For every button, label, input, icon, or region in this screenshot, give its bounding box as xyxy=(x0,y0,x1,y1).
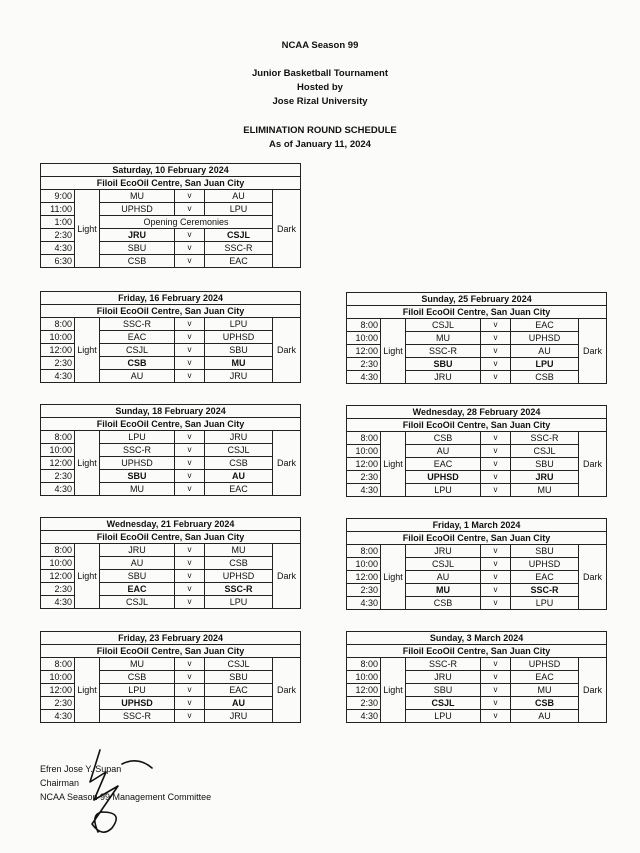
light-team: CSJL xyxy=(406,319,481,332)
light-team: SSC-R xyxy=(100,710,175,723)
dark-team: MU xyxy=(205,357,273,370)
light-label: Light xyxy=(75,190,100,268)
versus-label: v xyxy=(481,597,511,610)
dark-team: CSJL xyxy=(205,229,273,242)
table-row xyxy=(347,319,607,332)
dark-team: EAC xyxy=(205,684,273,697)
light-team: EAC xyxy=(100,583,175,596)
game-time: 12:00 xyxy=(41,344,75,357)
dark-team: JRU xyxy=(205,431,273,444)
versus-label: v xyxy=(481,432,511,445)
light-team: CSJL xyxy=(100,344,175,357)
versus-label: v xyxy=(481,445,511,458)
game-time: 2:30 xyxy=(347,358,381,371)
schedule-table xyxy=(346,292,607,384)
dark-team: CSB xyxy=(511,371,579,384)
game-time: 8:00 xyxy=(41,658,75,671)
dark-team: SBU xyxy=(205,344,273,357)
versus-label: v xyxy=(175,203,205,216)
light-team: UPHSD xyxy=(406,471,481,484)
versus-label: v xyxy=(175,370,205,383)
light-team: SBU xyxy=(100,570,175,583)
game-time: 2:30 xyxy=(347,471,381,484)
light-team: SSC-R xyxy=(100,318,175,331)
light-team: JRU xyxy=(406,371,481,384)
dark-team: AU xyxy=(511,345,579,358)
schedule-table xyxy=(40,404,301,496)
dark-team: SBU xyxy=(511,458,579,471)
game-time: 12:00 xyxy=(347,345,381,358)
hosted-by: Hosted by xyxy=(297,82,343,93)
game-time: 10:00 xyxy=(347,558,381,571)
versus-label: v xyxy=(175,671,205,684)
schedule-date: Sunday, 25 February 2024 xyxy=(347,293,607,306)
dark-label: Dark xyxy=(273,544,301,609)
light-team: SSC-R xyxy=(100,444,175,457)
dark-team: EAC xyxy=(511,571,579,584)
venue-row xyxy=(41,305,301,318)
game-time: 1:00 xyxy=(41,216,75,229)
dark-team: JRU xyxy=(205,710,273,723)
dark-team: UPHSD xyxy=(205,331,273,344)
light-team: LPU xyxy=(100,684,175,697)
light-team: SBU xyxy=(100,242,175,255)
light-team: AU xyxy=(100,557,175,570)
versus-label: v xyxy=(175,344,205,357)
versus-label: v xyxy=(175,190,205,203)
game-time: 10:00 xyxy=(41,557,75,570)
versus-label: v xyxy=(481,558,511,571)
dark-team: CSB xyxy=(511,697,579,710)
game-time: 4:30 xyxy=(347,710,381,723)
versus-label: v xyxy=(175,229,205,242)
light-team: MU xyxy=(406,332,481,345)
dark-team: UPHSD xyxy=(205,570,273,583)
game-time: 2:30 xyxy=(41,583,75,596)
date-row xyxy=(41,632,301,645)
table-row xyxy=(41,190,301,203)
game-time: 2:30 xyxy=(41,357,75,370)
versus-label: v xyxy=(481,671,511,684)
light-team: LPU xyxy=(100,431,175,444)
dark-team: SSC-R xyxy=(205,242,273,255)
light-label: Light xyxy=(381,432,406,497)
dark-team: SBU xyxy=(511,545,579,558)
versus-label: v xyxy=(175,710,205,723)
dark-team: CSJL xyxy=(205,444,273,457)
dark-team: LPU xyxy=(205,318,273,331)
dark-team: UPHSD xyxy=(511,658,579,671)
venue-row xyxy=(41,645,301,658)
versus-label: v xyxy=(481,458,511,471)
game-time: 12:00 xyxy=(41,570,75,583)
table-row xyxy=(41,658,301,671)
dark-team: AU xyxy=(511,710,579,723)
dark-team: CSB xyxy=(205,457,273,470)
dark-team: MU xyxy=(511,684,579,697)
schedule-table xyxy=(40,163,301,268)
table-row xyxy=(41,544,301,557)
game-time: 8:00 xyxy=(41,431,75,444)
schedule-venue: Filoil EcoOil Centre, San Juan City xyxy=(347,419,607,432)
game-time: 12:00 xyxy=(41,457,75,470)
dark-team: SSC-R xyxy=(511,584,579,597)
game-time: 10:00 xyxy=(347,332,381,345)
light-team: AU xyxy=(406,571,481,584)
dark-label: Dark xyxy=(273,318,301,383)
signatory-name: Efren Jose Y. Supan xyxy=(40,764,122,774)
schedule-date: Wednesday, 21 February 2024 xyxy=(41,518,301,531)
dark-team: AU xyxy=(205,697,273,710)
dark-label: Dark xyxy=(273,658,301,723)
schedule-table xyxy=(40,517,301,609)
season-title: NCAA Season 99 xyxy=(281,40,359,51)
light-team: AU xyxy=(406,445,481,458)
schedule-date: Friday, 23 February 2024 xyxy=(41,632,301,645)
light-team: SBU xyxy=(406,684,481,697)
light-team: MU xyxy=(406,584,481,597)
schedule-venue: Filoil EcoOil Centre, San Juan City xyxy=(41,305,301,318)
light-team: MU xyxy=(100,483,175,496)
versus-label: v xyxy=(175,444,205,457)
versus-label: v xyxy=(175,470,205,483)
venue-row xyxy=(347,645,607,658)
dark-team: SSC-R xyxy=(511,432,579,445)
versus-label: v xyxy=(481,584,511,597)
light-team: UPHSD xyxy=(100,203,175,216)
game-time: 2:30 xyxy=(41,697,75,710)
handwritten-signature xyxy=(72,742,162,842)
dark-team: CSJL xyxy=(511,445,579,458)
schedule-table xyxy=(346,631,607,723)
light-label: Light xyxy=(75,658,100,723)
game-time: 9:00 xyxy=(41,190,75,203)
versus-label: v xyxy=(175,583,205,596)
dark-team: LPU xyxy=(511,358,579,371)
dark-team: LPU xyxy=(511,597,579,610)
game-time: 4:30 xyxy=(347,597,381,610)
date-row xyxy=(41,164,301,177)
light-team: CSB xyxy=(100,255,175,268)
game-time: 10:00 xyxy=(41,444,75,457)
schedule-table xyxy=(40,631,301,723)
dark-label: Dark xyxy=(273,190,301,268)
light-team: JRU xyxy=(100,229,175,242)
dark-team: EAC xyxy=(205,255,273,268)
versus-label: v xyxy=(175,242,205,255)
committee-name: NCAA Season 99 Management Committee xyxy=(40,792,212,802)
light-team: SBU xyxy=(100,470,175,483)
game-time: 10:00 xyxy=(41,671,75,684)
game-time: 2:30 xyxy=(41,470,75,483)
dark-label: Dark xyxy=(273,431,301,496)
versus-label: v xyxy=(175,684,205,697)
versus-label: v xyxy=(481,319,511,332)
table-row xyxy=(347,545,607,558)
light-team: CSJL xyxy=(406,697,481,710)
dark-team: EAC xyxy=(511,319,579,332)
dark-label: Dark xyxy=(579,432,607,497)
venue-row xyxy=(41,177,301,190)
light-team: SSC-R xyxy=(406,345,481,358)
dark-label: Dark xyxy=(579,319,607,384)
versus-label: v xyxy=(175,697,205,710)
light-team: EAC xyxy=(406,458,481,471)
light-team: LPU xyxy=(406,710,481,723)
versus-label: v xyxy=(481,710,511,723)
versus-label: v xyxy=(481,358,511,371)
light-team: CSJL xyxy=(406,558,481,571)
light-team: JRU xyxy=(406,671,481,684)
light-team: JRU xyxy=(406,545,481,558)
schedule-venue: Filoil EcoOil Centre, San Juan City xyxy=(41,645,301,658)
versus-label: v xyxy=(175,255,205,268)
versus-label: v xyxy=(481,545,511,558)
game-time: 10:00 xyxy=(347,445,381,458)
date-row xyxy=(41,518,301,531)
game-time: 10:00 xyxy=(41,331,75,344)
dark-team: UPHSD xyxy=(511,558,579,571)
game-time: 8:00 xyxy=(347,319,381,332)
game-time: 11:00 xyxy=(41,203,75,216)
versus-label: v xyxy=(481,471,511,484)
dark-team: EAC xyxy=(205,483,273,496)
game-time: 8:00 xyxy=(347,658,381,671)
schedule-venue: Filoil EcoOil Centre, San Juan City xyxy=(347,532,607,545)
versus-label: v xyxy=(175,457,205,470)
light-label: Light xyxy=(75,544,100,609)
versus-label: v xyxy=(481,658,511,671)
versus-label: v xyxy=(175,431,205,444)
light-team: AU xyxy=(100,370,175,383)
game-time: 2:30 xyxy=(41,229,75,242)
game-time: 8:00 xyxy=(347,432,381,445)
date-row xyxy=(41,292,301,305)
light-team: CSB xyxy=(100,671,175,684)
versus-label: v xyxy=(175,318,205,331)
game-time: 4:30 xyxy=(41,710,75,723)
versus-label: v xyxy=(481,571,511,584)
game-time: 4:30 xyxy=(41,370,75,383)
date-row xyxy=(41,405,301,418)
as-of-date: As of January 11, 2024 xyxy=(269,139,371,150)
dark-team: JRU xyxy=(205,370,273,383)
light-team: CSJL xyxy=(100,596,175,609)
versus-label: v xyxy=(175,557,205,570)
schedule-date: Friday, 16 February 2024 xyxy=(41,292,301,305)
game-time: 8:00 xyxy=(41,318,75,331)
schedule-date: Friday, 1 March 2024 xyxy=(347,519,607,532)
game-time: 10:00 xyxy=(347,671,381,684)
game-time: 6:30 xyxy=(41,255,75,268)
schedule-venue: Filoil EcoOil Centre, San Juan City xyxy=(347,645,607,658)
host-school: Jose Rizal University xyxy=(272,96,368,107)
game-time: 4:30 xyxy=(41,483,75,496)
dark-team: AU xyxy=(205,470,273,483)
light-team: SBU xyxy=(406,358,481,371)
dark-team: CSJL xyxy=(205,658,273,671)
dark-team: EAC xyxy=(511,671,579,684)
game-time: 4:30 xyxy=(41,596,75,609)
date-row xyxy=(347,632,607,645)
light-team: CSB xyxy=(406,432,481,445)
game-time: 4:30 xyxy=(41,242,75,255)
game-time: 2:30 xyxy=(347,584,381,597)
versus-label: v xyxy=(175,544,205,557)
light-team: SSC-R xyxy=(406,658,481,671)
date-row xyxy=(347,293,607,306)
game-time: 2:30 xyxy=(347,697,381,710)
schedule-date: Wednesday, 28 February 2024 xyxy=(347,406,607,419)
light-team: EAC xyxy=(100,331,175,344)
dark-label: Dark xyxy=(579,545,607,610)
table-row xyxy=(41,318,301,331)
light-team: CSB xyxy=(100,357,175,370)
dark-team: SSC-R xyxy=(205,583,273,596)
game-time: 4:30 xyxy=(347,484,381,497)
dark-team: LPU xyxy=(205,596,273,609)
light-team: LPU xyxy=(406,484,481,497)
dark-team: SBU xyxy=(205,671,273,684)
light-team: UPHSD xyxy=(100,697,175,710)
dark-team: AU xyxy=(205,190,273,203)
signatory-title: Chairman xyxy=(40,778,80,788)
game-time: 4:30 xyxy=(347,371,381,384)
dark-team: JRU xyxy=(511,471,579,484)
versus-label: v xyxy=(175,357,205,370)
versus-label: v xyxy=(175,570,205,583)
schedule-date: Sunday, 18 February 2024 xyxy=(41,405,301,418)
versus-label: v xyxy=(481,697,511,710)
event-label: Opening Ceremonies xyxy=(100,216,273,229)
date-row xyxy=(347,519,607,532)
schedule-date: Saturday, 10 February 2024 xyxy=(41,164,301,177)
light-team: JRU xyxy=(100,544,175,557)
light-team: MU xyxy=(100,658,175,671)
date-row xyxy=(347,406,607,419)
light-label: Light xyxy=(381,658,406,723)
dark-team: MU xyxy=(511,484,579,497)
dark-label: Dark xyxy=(579,658,607,723)
table-row xyxy=(347,432,607,445)
venue-row xyxy=(41,418,301,431)
versus-label: v xyxy=(481,371,511,384)
game-time: 12:00 xyxy=(347,684,381,697)
game-time: 8:00 xyxy=(41,544,75,557)
dark-team: UPHSD xyxy=(511,332,579,345)
light-label: Light xyxy=(381,319,406,384)
dark-team: LPU xyxy=(205,203,273,216)
tournament-title: Junior Basketball Tournament xyxy=(251,68,388,79)
light-label: Light xyxy=(75,318,100,383)
game-time: 12:00 xyxy=(347,458,381,471)
venue-row xyxy=(347,532,607,545)
schedule-venue: Filoil EcoOil Centre, San Juan City xyxy=(347,306,607,319)
game-time: 12:00 xyxy=(347,571,381,584)
dark-team: CSB xyxy=(205,557,273,570)
dark-team: MU xyxy=(205,544,273,557)
versus-label: v xyxy=(481,345,511,358)
schedule-date: Sunday, 3 March 2024 xyxy=(347,632,607,645)
schedule-title: ELIMINATION ROUND SCHEDULE xyxy=(243,125,397,136)
light-team: MU xyxy=(100,190,175,203)
table-row xyxy=(347,658,607,671)
venue-row xyxy=(347,306,607,319)
venue-row xyxy=(41,531,301,544)
versus-label: v xyxy=(481,484,511,497)
versus-label: v xyxy=(175,331,205,344)
versus-label: v xyxy=(481,332,511,345)
light-team: UPHSD xyxy=(100,457,175,470)
game-time: 8:00 xyxy=(347,545,381,558)
schedule-table xyxy=(346,518,607,610)
schedule-table xyxy=(40,291,301,383)
versus-label: v xyxy=(175,596,205,609)
schedule-venue: Filoil EcoOil Centre, San Juan City xyxy=(41,418,301,431)
light-label: Light xyxy=(75,431,100,496)
versus-label: v xyxy=(481,684,511,697)
light-label: Light xyxy=(381,545,406,610)
versus-label: v xyxy=(175,483,205,496)
schedule-venue: Filoil EcoOil Centre, San Juan City xyxy=(41,177,301,190)
table-row xyxy=(41,431,301,444)
venue-row xyxy=(347,419,607,432)
schedule-table xyxy=(346,405,607,497)
versus-label: v xyxy=(175,658,205,671)
schedule-venue: Filoil EcoOil Centre, San Juan City xyxy=(41,531,301,544)
game-time: 12:00 xyxy=(41,684,75,697)
light-team: CSB xyxy=(406,597,481,610)
